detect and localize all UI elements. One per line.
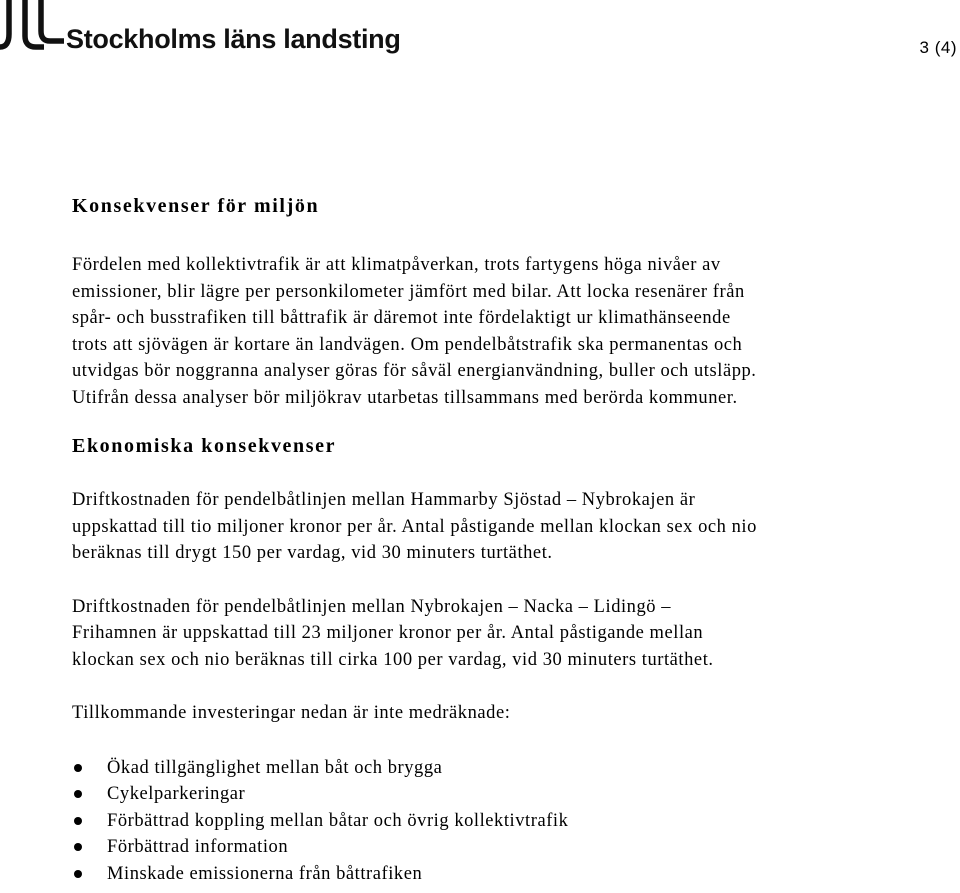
list-item-text: Cykelparkeringar (107, 784, 246, 804)
list-item-text: Minskade emissionerna från båttrafiken (107, 863, 423, 884)
list-item-text: Förbättrad koppling mellan båtar och övrig kollektivtrafik (107, 810, 569, 831)
list-item (72, 861, 932, 888)
paragraph-cost-hammarby (72, 487, 932, 567)
text-line: Fördelen med kollektivtrafik är att klimatpåverkan, trots fartygens höga nivåer av (72, 255, 721, 275)
page-header (0, 0, 960, 70)
list-item (72, 808, 932, 835)
list-item (72, 834, 932, 861)
bullet-icon (74, 843, 82, 851)
text-line: spår- och busstrafiken till båttrafik är däremot inte fördelaktigt ur klimathänseende (72, 308, 731, 328)
text-line: Driftkostnaden för pendelbåtlinjen mellan Hammarby Sjöstad – Nybrokajen är (72, 490, 696, 510)
bullet-icon (74, 870, 82, 878)
list-item-text: Förbättrad information (107, 837, 289, 857)
bullet-icon (74, 817, 82, 825)
investments-list (72, 755, 932, 888)
sll-logo-mark-icon (0, 0, 64, 54)
text-line: beräknas till drygt 150 per vardag, vid 30 minuters turtäthet. (72, 543, 553, 563)
text-line: emissioner, blir lägre per personkilometer jämfört med bilar. Att locka resenärer från (72, 281, 745, 302)
text-line: klockan sex och nio beräknas till cirka 100 per vardag, vid 30 minuters turtäthet. (72, 649, 714, 670)
bullet-icon (74, 790, 82, 798)
list-item-text: Ökad tillgänglighet mellan båt och brygga (107, 757, 443, 778)
document-body (72, 192, 932, 887)
text-line: trots att sjövägen är kortare än landvägen. Om pendelbåtstrafik ska permanentas och (72, 334, 743, 355)
logo-text: Stockholms läns landsting (66, 24, 401, 54)
investments-intro: Tillkommande investeringar nedan är inte medräknade: (72, 703, 511, 723)
paragraph-environment (72, 252, 932, 411)
heading-economy: Ekonomiska konsekvenser (72, 435, 337, 457)
text-line: utvidgas bör noggranna analyser göras för såväl energianvändning, buller och utsläpp. (72, 361, 757, 381)
page-number: 3 (4) (919, 38, 957, 57)
text-line: Driftkostnaden för pendelbåtlinjen mellan Nybrokajen – Nacka – Lidingö – (72, 596, 672, 617)
text-line: uppskattad till tio miljoner kronor per år. Antal påstigande mellan klockan sex och nio (72, 516, 757, 537)
organization-logo (0, 0, 440, 58)
heading-environment: Konsekvenser för miljön (72, 195, 320, 217)
bullet-icon (74, 764, 82, 772)
list-item (72, 755, 932, 782)
paragraph-cost-nacka (72, 594, 932, 674)
text-line: Frihamnen är uppskattad till 23 miljoner kronor per år. Antal påstigande mellan (72, 623, 704, 643)
list-item (72, 781, 932, 808)
text-line: Utifrån dessa analyser bör miljökrav utarbetas tillsammans med berörda kommuner. (72, 387, 738, 408)
